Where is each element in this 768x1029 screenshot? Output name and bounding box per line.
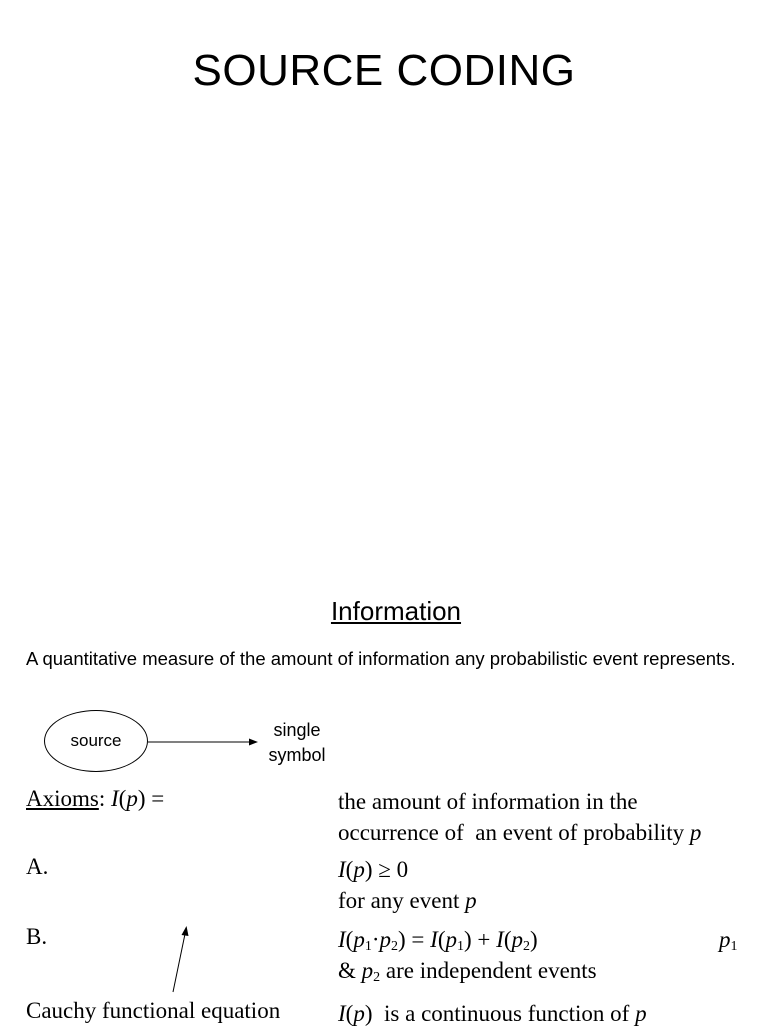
cauchy-pointer-arrow (173, 934, 185, 992)
symbol-label (255, 718, 339, 768)
symbol-label-line2: symbol (268, 745, 326, 765)
axioms-definition-line1: the amount of information in the (338, 789, 638, 814)
axiom-b-expression: $I(p_1\cdot p_2) = I(p_1) + I(p_2)$ (338, 927, 538, 954)
cauchy-pointer-arrowhead (182, 926, 189, 936)
symbol-label-line1: single (273, 720, 321, 740)
source-label: source (70, 731, 122, 750)
axioms-label-row: Axioms: I(p) = (26, 786, 165, 811)
axiom-b-side-variable: $p_1$ (719, 927, 738, 954)
section-heading: Information (330, 596, 462, 626)
cauchy-label: Cauchy functional equation (26, 998, 281, 1023)
axiom-a-label: A. (26, 854, 49, 879)
axiom-a-statement (338, 854, 477, 916)
axiom-b-continuation: & $p_2$ are independent events (338, 958, 597, 985)
axiom-b-label: B. (26, 924, 48, 949)
axioms-label: Axioms (26, 786, 99, 811)
axioms-definition (338, 786, 701, 848)
axiom-c-statement: I(p) is a continuous function of p (338, 1001, 647, 1026)
axiom-a-expression: I(p) ≥ 0 (338, 857, 409, 882)
axioms-definition-line2: occurrence of an event of probability p (338, 820, 702, 845)
page-title: SOURCE CODING (192, 46, 576, 95)
axiom-b-statement (338, 924, 597, 986)
source-node (44, 710, 148, 772)
axiom-a-note: for any event p (338, 888, 477, 913)
definition-text: A quantitative measure of the amount of information any probabilistic event represents. (26, 648, 736, 669)
